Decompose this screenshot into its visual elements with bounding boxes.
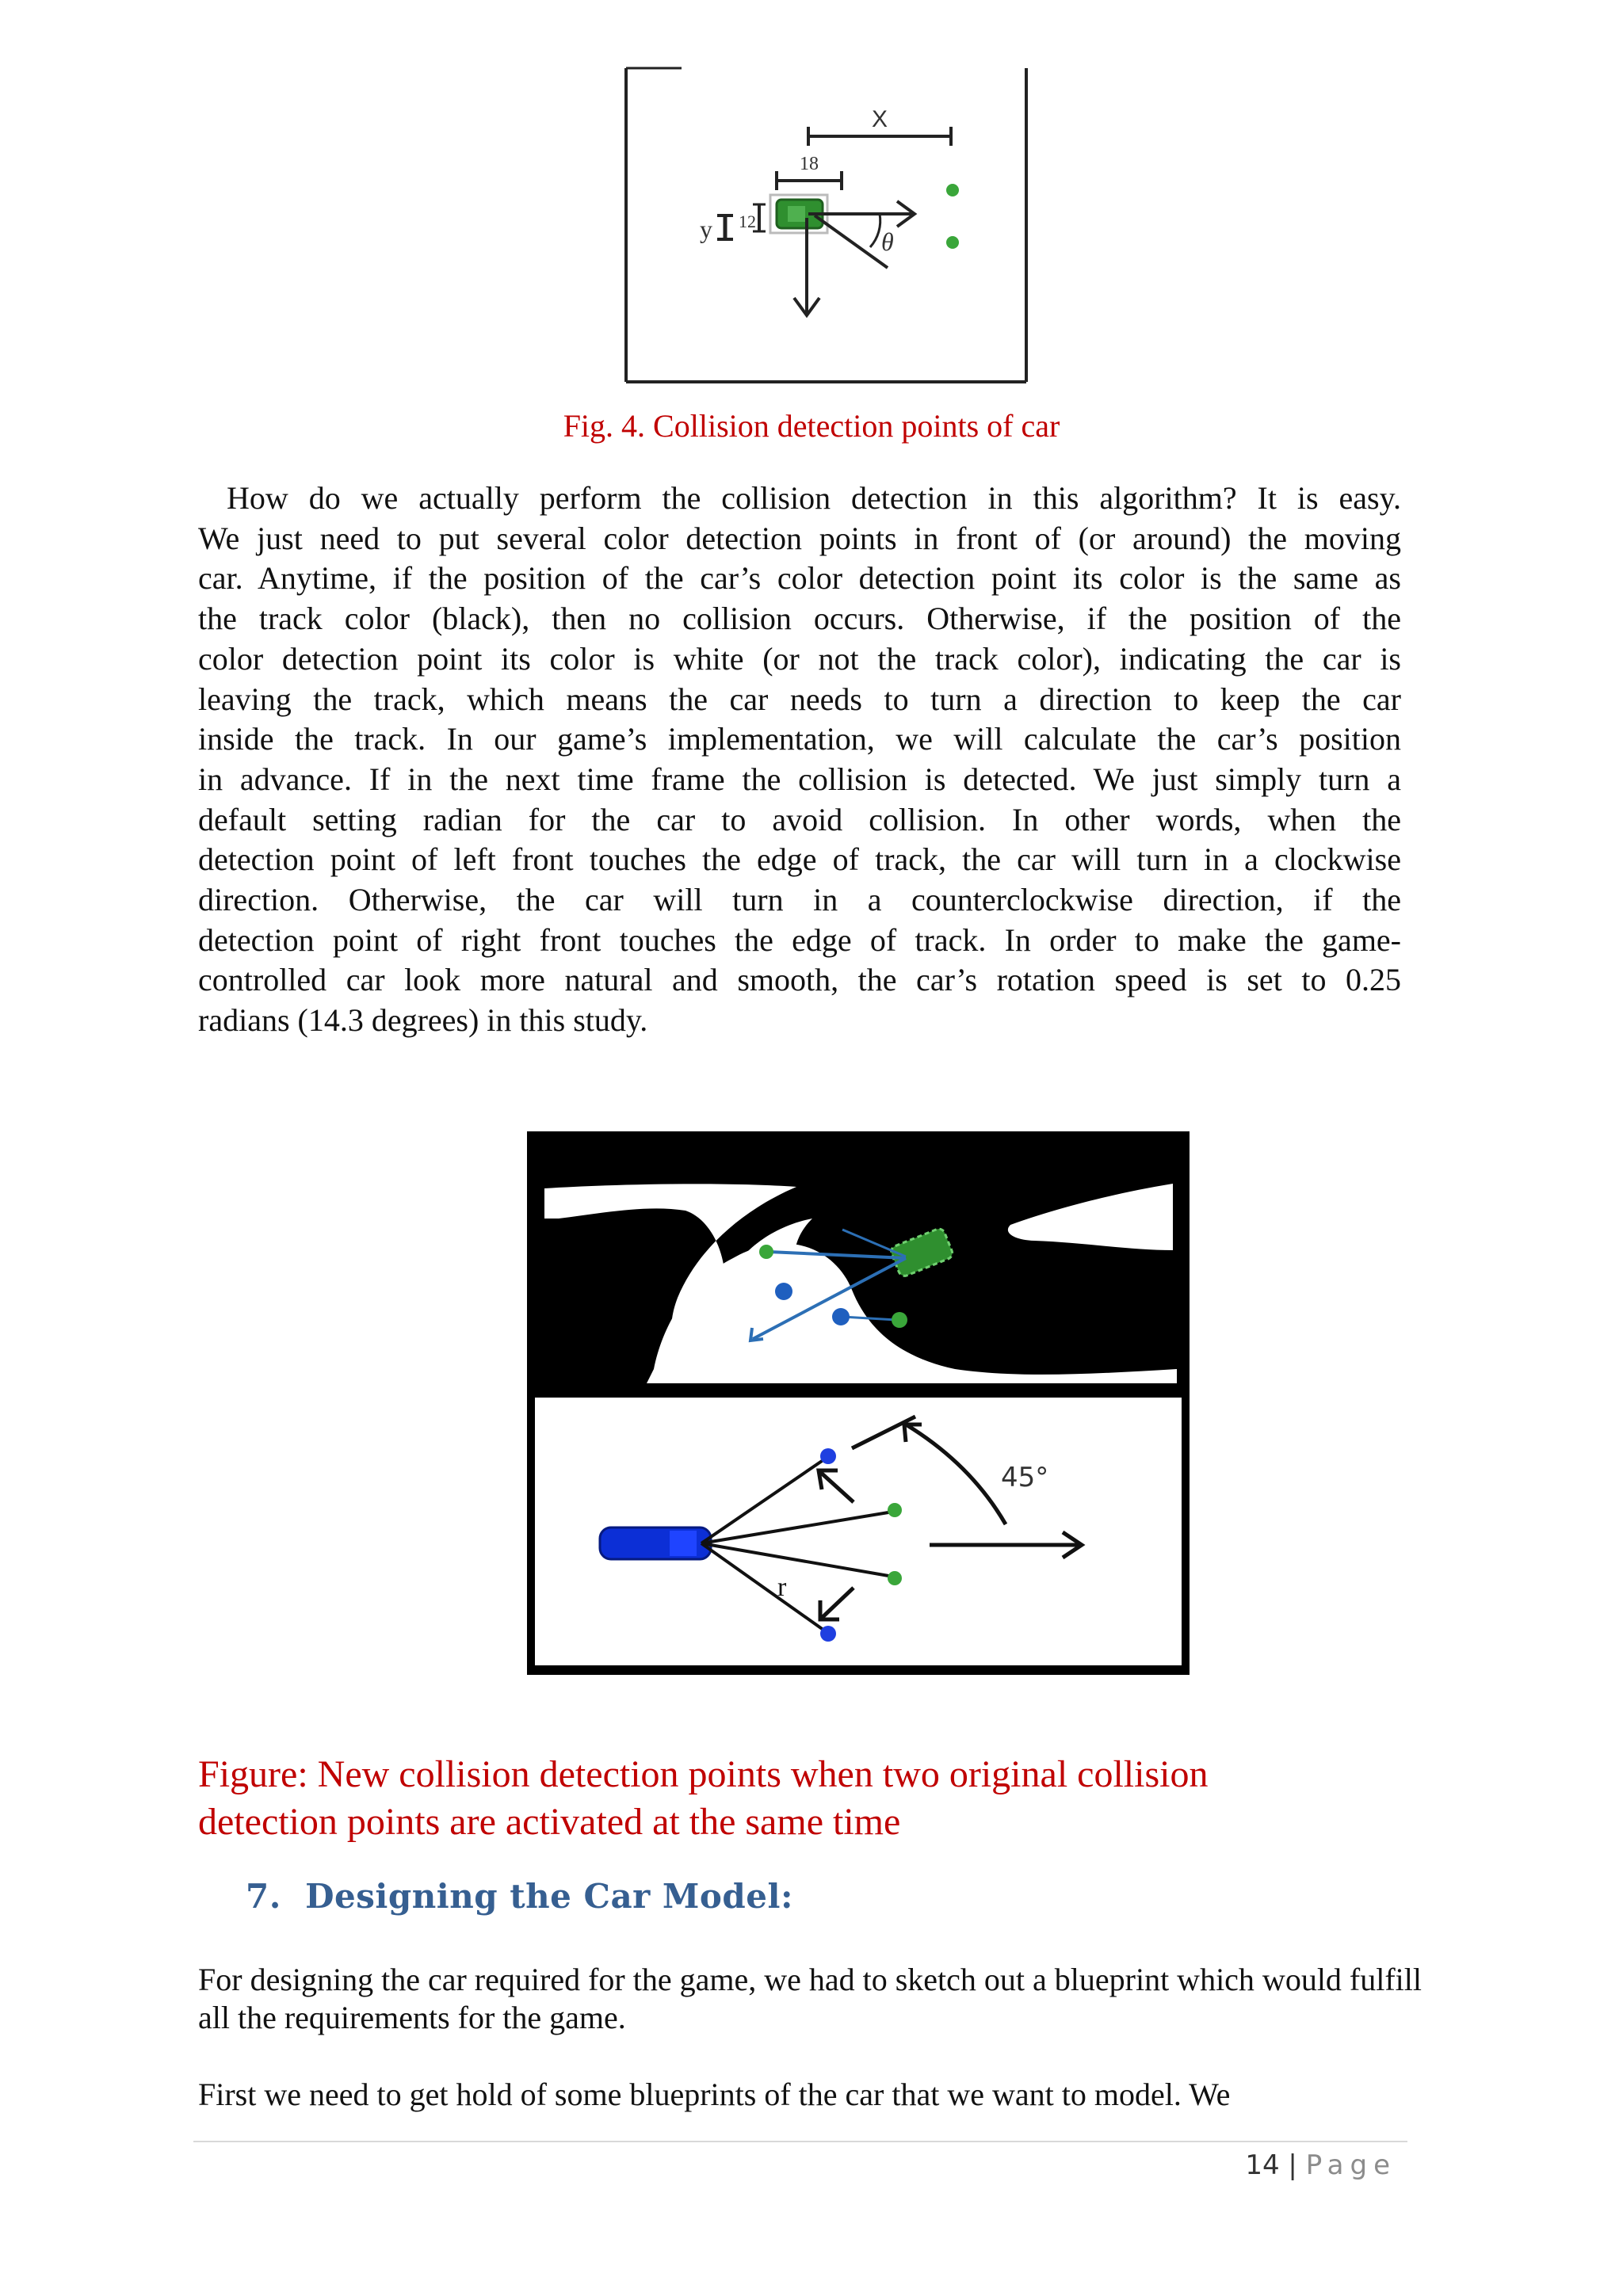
radial-point-blue-top [820, 1448, 836, 1464]
car-window [788, 206, 805, 222]
collision-points-figure [527, 1131, 1190, 1675]
figure-4-caption: Fig. 4. Collision detection points of car [563, 408, 1060, 444]
paragraph-line: default setting radian for the car to avoid collision. In other words, when the [198, 801, 1401, 837]
height-label: 12 [739, 212, 756, 231]
paragraph-line: color detection point its color is white (or not the track color), indicating the car is [198, 640, 1401, 677]
footer-rule [193, 2141, 1407, 2142]
paragraph-line: How do we actually perform the collision detection in this algorithm? It is easy. [227, 480, 1401, 516]
radial-point-green-upper [888, 1503, 902, 1517]
paragraph-line: We just need to put several color detection points in front of (or around) the moving [198, 520, 1401, 556]
radius-label: r [777, 1573, 787, 1602]
track-point-blue-lower [832, 1308, 850, 1325]
design-paragraph: For designing the car required for the game, we had to sketch out a blueprint which would fulfill all the requirements for the game. [198, 1962, 1423, 2035]
x-label: X [871, 106, 888, 132]
y-label: y [700, 215, 712, 243]
paragraph-line: radians (14.3 degrees) in this study. [198, 1002, 648, 1039]
page-label: Page [1305, 2149, 1396, 2181]
figure-caption-line: detection points are activated at the same time [198, 1801, 901, 1843]
blueprint-paragraph: First we need to get hold of some blueprints of the car that we want to model. We [198, 2077, 1231, 2112]
paragraph-line: in advance. If in the next time frame the collision is detected. We just simply turn a [198, 761, 1401, 797]
radial-point-blue-bottom [820, 1626, 836, 1642]
theta-label: θ [881, 227, 894, 256]
paragraph-line: inside the track. In our game’s implementation, we will calculate the car’s position [198, 721, 1401, 757]
figure-4-diagram [618, 63, 1030, 388]
footer-separator: | [1288, 2149, 1297, 2181]
panel-divider [527, 1383, 1190, 1393]
theta-arc [870, 214, 880, 247]
figure-4 [618, 63, 1030, 388]
section-title: Designing the Car Model: [305, 1877, 793, 1916]
paragraph-line: car. Anytime, if the position of the car’s color detection point its color is the same as [198, 560, 1401, 597]
width-label: 18 [800, 154, 819, 174]
track-point-green-lower [892, 1312, 907, 1328]
section-number: 7. [246, 1877, 281, 1916]
page-footer [1189, 2147, 1396, 2183]
track-point-blue-left [775, 1283, 792, 1300]
collision-points-diagram [527, 1131, 1190, 1675]
collision-paragraph [198, 479, 1401, 1041]
figure-caption-line: Figure: New collision detection points when two original collision [198, 1753, 1209, 1795]
track-point-green-left [759, 1245, 773, 1259]
paragraph-line: leaving the track, which means the car needs to turn a direction to keep the car [198, 681, 1401, 717]
detection-point-lower [946, 236, 959, 249]
detection-point-upper [946, 184, 959, 196]
figure-caption [198, 1751, 1434, 1846]
paragraph-line: detection point of left front touches the edge of track, the car will turn in a clockwise [198, 841, 1401, 878]
section-heading [246, 1875, 793, 1919]
page-number: 14 [1245, 2149, 1280, 2181]
angle-line [815, 215, 888, 268]
paragraph-line: controlled car look more natural and smooth, the car’s rotation speed is set to 0.25 [198, 962, 1401, 998]
radial-point-green-lower [888, 1571, 902, 1585]
paragraph-line: direction. Otherwise, the car will turn in a counterclockwise direction, if the [198, 882, 1401, 918]
paragraph-line: the track color (black), then no collision occurs. Otherwise, if the position of the [198, 601, 1401, 637]
angle-label: 45° [1001, 1462, 1049, 1493]
paragraph-line: detection point of right front touches the edge of track. In order to make the game- [198, 921, 1401, 958]
radial-car-window [670, 1531, 697, 1556]
